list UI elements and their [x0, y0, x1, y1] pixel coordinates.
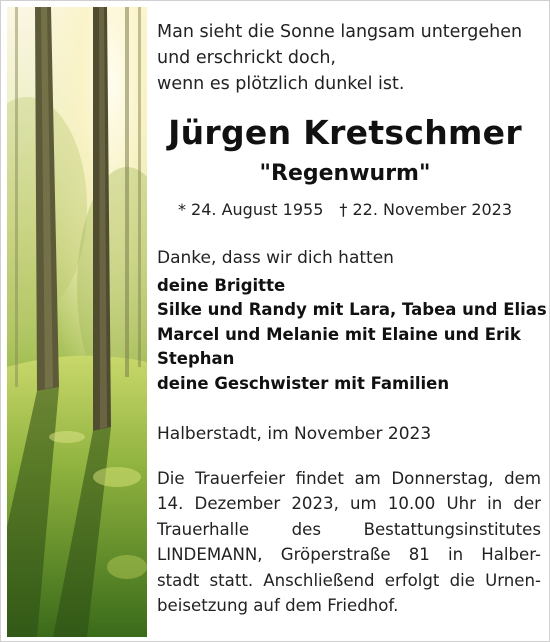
- mourner-line: deine Brigitte: [157, 276, 286, 295]
- deceased-nickname: "Regenwurm": [259, 161, 431, 186]
- intro-verse: [157, 19, 522, 97]
- intro-line: wenn es plötzlich dunkel ist.: [157, 74, 405, 94]
- forest-illustration: [7, 7, 147, 637]
- mourner-line: deine Geschwister mit Familien: [157, 373, 450, 393]
- service-line: Trauerhalle des Bestattungsinstitutes: [157, 519, 541, 539]
- service-line: 14. Dezember 2023, um 10.00 Uhr in der: [157, 494, 541, 514]
- service-line: beisetzung auf dem Friedhof.: [157, 596, 399, 616]
- forest-sunlight-image: [7, 7, 147, 637]
- birth-date: * 24. August 1955: [177, 200, 324, 219]
- intro-line: Man sieht die Sonne langsam untergehen: [157, 22, 523, 42]
- service-line: LINDEMANN, Gröperstraße 81 in Halber-: [157, 545, 541, 565]
- death-date: † 22. November 2023: [339, 200, 513, 219]
- intro-line: und erschrickt doch,: [157, 48, 336, 68]
- mourner-line: Silke und Randy mit Lara, Tabea und Elias: [157, 300, 547, 320]
- mourner-line: Marcel und Melanie mit Elaine und Erik: [157, 324, 521, 344]
- mourners-list: [157, 274, 547, 396]
- funeral-service-info: [157, 466, 541, 618]
- life-dates: [155, 200, 535, 219]
- service-line: Die Trauerfeier findet am Donnerstag, dem: [157, 469, 541, 488]
- mourner-line: Stephan: [157, 349, 235, 369]
- thanks-text: Danke, dass wir dich hatten: [157, 248, 394, 268]
- service-line: stadt statt. Anschließend erfolgt die Urnen-: [157, 570, 541, 590]
- place-and-date: Halberstadt, im November 2023: [157, 424, 432, 444]
- deceased-name: Jürgen Kretschmer: [168, 113, 522, 152]
